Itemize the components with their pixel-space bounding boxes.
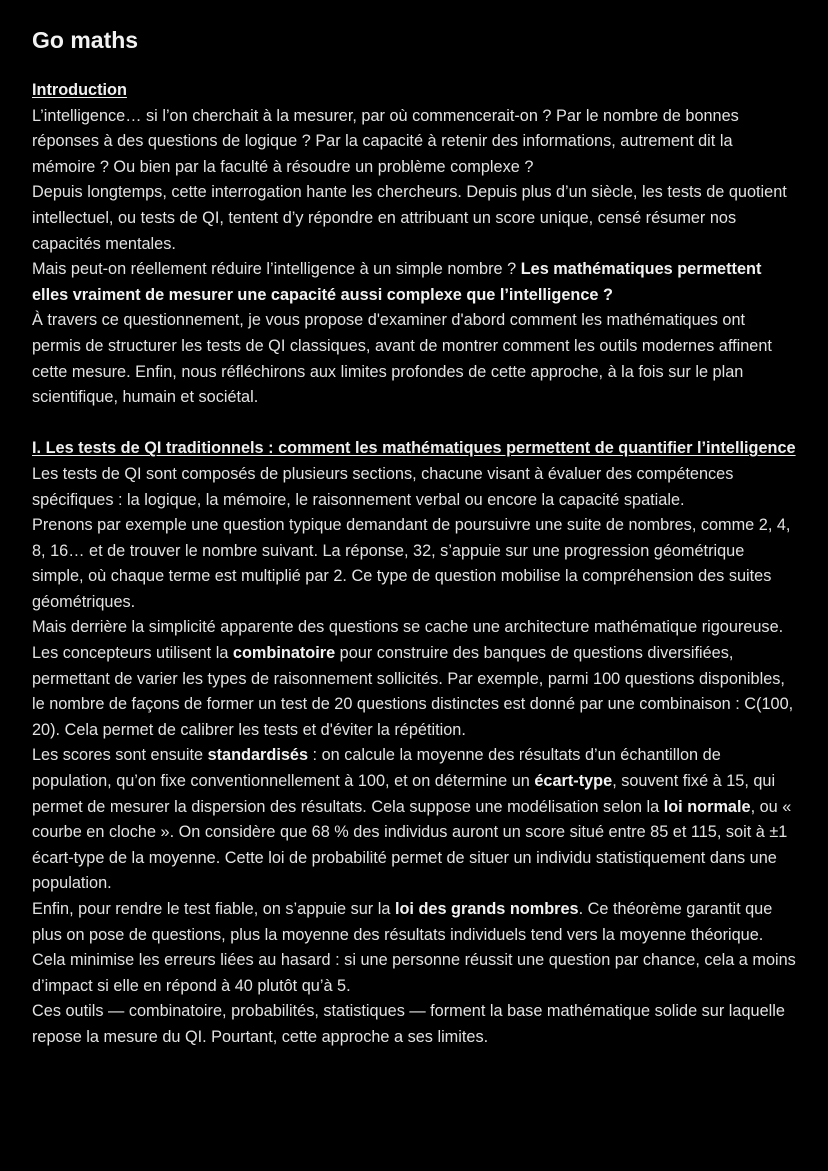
paragraph [32, 257, 796, 308]
text-run: À travers ce questionnement, je vous propose d'examiner d'abord comment les mathématiques ont permis de structurer les tests de QI classiques, avant de montrer comment les outils modernes affinent cette mesure. Enfin, nous réfléchirons aux limites profondes de cette approche, à la fois sur le plan scientifique, humain et sociétal. [32, 311, 772, 407]
paragraph [32, 513, 796, 615]
text-run: , souvent fixé à 15, qui permet de mesurer la dispersion des résultats. Cela suppose une modélisation selon la [32, 772, 776, 816]
bold-term: Les mathématiques permettent elles vraiment de mesurer une capacité aussi complexe que l’intelligence ? [32, 260, 762, 304]
text-run: Depuis longtemps, cette interrogation hante les chercheurs. Depuis plus d’un siècle, les tests de quotient intellectuel, ou tests de QI, tentent d’y répondre en attribuant un score unique, censé résumer nos capacités mentales. [32, 183, 787, 253]
section-gap [32, 411, 796, 437]
section1-paragraphs [32, 462, 796, 1051]
text-run: pour construire des banques de questions diversifiées, permettant de varier les types de raisonnement sollicités. Par exemple, parmi 100 questions disponibles, le nombre de façons de former un test de 20 questions distinctes est donné par une combinaison : C(100, 20). Cela permet de calibrer les tests et d'éviter la répétition. [32, 644, 794, 739]
document-body [32, 78, 796, 1051]
paragraph [32, 180, 796, 257]
text-run: Les scores sont ensuite [32, 746, 208, 765]
intro-paragraphs [32, 104, 796, 411]
text-run: Ces outils — combinatoire, probabilités, statistiques — forment la base mathématique solide sur laquelle repose la mesure du QI. Pourtant, cette approche a ses limites. [32, 1002, 785, 1046]
paragraph [32, 897, 796, 999]
bold-term: loi des grands nombres [394, 900, 579, 918]
paragraph [32, 462, 796, 513]
text-run: Enfin, pour rendre le test fiable, on s’appuie sur la [32, 900, 395, 918]
title-spacer [32, 56, 796, 78]
text-run: Les tests de QI sont composés de plusieurs sections, chacune visant à évaluer des compétences spécifiques : la logique, la mémoire, le raisonnement verbal ou encore la capacité spatiale. [32, 464, 734, 509]
text-run: L’intelligence… si l’on cherchait à la mesurer, par où commencerait-on ? Par le nombre de bonnes réponses à des questions de logique ? Par la capacité à retenir des informations, autrement dit la mémoire ? Ou bien par la faculté à résoudre un problème complexe ? [32, 106, 739, 176]
section1-heading: I. Les tests de QI traditionnels : comment les mathématiques permettent de quantifier l’intelligence [32, 439, 796, 458]
document-title: Go maths [32, 27, 139, 53]
bold-term: loi normale [663, 797, 751, 816]
text-run: : on calcule la moyenne des résultats d’un échantillon de population, qu’on fixe conventionnellement à 100, et on détermine un [32, 746, 721, 791]
paragraph [32, 104, 796, 181]
text-run: Mais derrière la simplicité apparente des questions se cache une architecture mathématique rigoureuse. Les concepteurs utilisent la [32, 618, 784, 663]
bold-term: standardisés [207, 746, 309, 765]
intro-heading: Introduction [32, 81, 127, 99]
text-run: Prenons par exemple une question typique demandant de poursuivre une suite de nombres, comme 2, 4, 8, 16… et de trouver le nombre suivant. La réponse, 32, s’appuie sur une progression géométrique simple, où chaque terme est multiplié par 2. Ce type de question mobilise la compréhension des suites géométriques. [32, 516, 791, 611]
text-run: Mais peut-on réellement réduire l’intelligence à un simple nombre ? [32, 260, 521, 279]
text-run: , ou « courbe en cloche ». On considère que 68 % des individus auront un score situé entre 85 et 115, soit à ±1 écart-type de la moyenne. Cette loi de probabilité permet de situer un individu statistiquement dans une population. [32, 797, 792, 893]
paragraph [32, 308, 796, 410]
bold-term: combinatoire [232, 644, 336, 663]
paragraph [32, 743, 796, 897]
bold-term: écart-type [534, 772, 613, 791]
paragraph [32, 615, 796, 743]
text-run: . Ce théorème garantit que plus on pose de questions, plus la moyenne des résultats individuels tend vers la moyenne théorique. Cela minimise les erreurs liées au hasard : si une personne réussit une question par chance, cela a moins d’impact si elle en répond à 40 plutôt qu’à 5. [32, 900, 796, 995]
paragraph [32, 999, 796, 1050]
